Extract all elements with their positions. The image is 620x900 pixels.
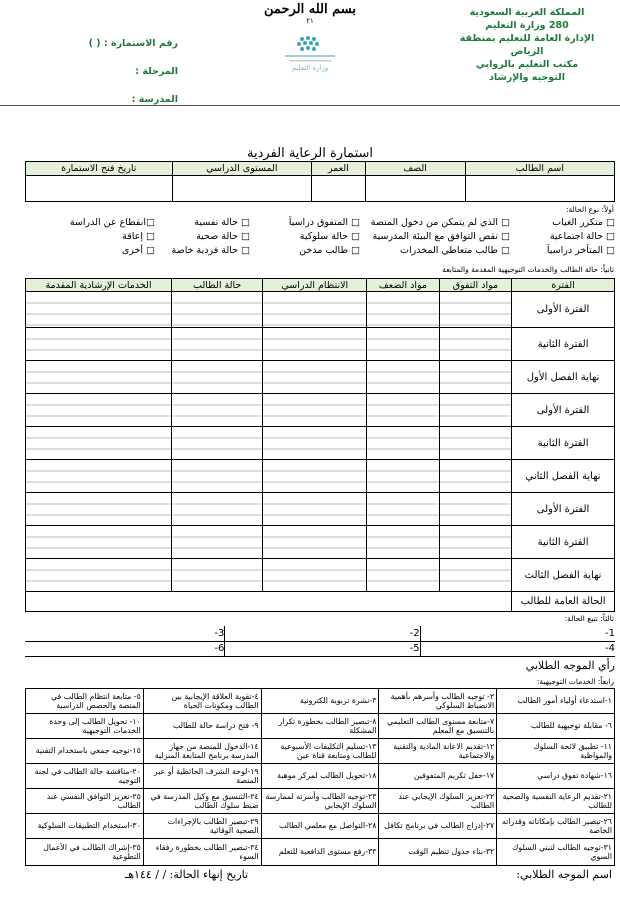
service-item[interactable]: ٣١-توجيه الطالب لتبني السلوك السوي bbox=[497, 839, 615, 866]
follow-item[interactable]: 2- bbox=[225, 626, 420, 641]
service-item[interactable]: ٩- فتح دراسة حالة للطالب bbox=[143, 714, 261, 739]
services-row bbox=[26, 789, 615, 814]
period-cell[interactable] bbox=[367, 292, 439, 328]
service-item[interactable]: ٢١-تقديم الرعاية النفسية والصحية للطالب bbox=[497, 789, 615, 814]
services-row bbox=[26, 689, 615, 714]
follow-item[interactable]: 6- bbox=[25, 641, 225, 656]
period-label: نهاية الفصل الأول bbox=[512, 361, 615, 394]
services-row bbox=[26, 839, 615, 866]
period-cell[interactable] bbox=[26, 292, 172, 328]
service-item[interactable]: ١٥-توجيه جمعي باستخدام التقنية bbox=[26, 739, 144, 764]
ministry-line: 280 وزارة التعليم bbox=[485, 20, 569, 31]
period-cell[interactable] bbox=[171, 394, 262, 427]
follow-item[interactable]: 3- bbox=[25, 626, 225, 641]
period-cell[interactable] bbox=[263, 292, 367, 328]
service-item[interactable]: ٢٦-تبصير الطالب بإمكاناته وقدراته الخاصة bbox=[497, 814, 615, 839]
service-item[interactable]: ٥- متابعة انتظام الطالب في المنصة والحصص الدراسية bbox=[26, 689, 144, 714]
period-label: الفترة الثانية bbox=[512, 427, 615, 460]
period-row bbox=[26, 361, 615, 394]
check-item[interactable]: □انقطاع عن الدراسة bbox=[69, 217, 155, 228]
basmala: بسم الله الرحمن bbox=[264, 2, 356, 17]
service-item[interactable]: ٢٤-التنسيق مع وكيل المدرسة في ضبط سلوك الطالب bbox=[143, 789, 261, 814]
col-excel-subjects: مواد التفوق bbox=[439, 279, 511, 292]
guidance-services-table bbox=[25, 688, 615, 866]
service-item[interactable]: ٨-تبصير الطالب بخطورة تكرار المشكلة bbox=[261, 714, 379, 739]
period-cell[interactable] bbox=[367, 526, 439, 559]
period-label: الفترة الأولى bbox=[512, 394, 615, 427]
service-item[interactable]: ١٦-شهادة تفوق دراسي bbox=[497, 764, 615, 789]
service-item[interactable]: ١٤-الدخول للمنصة من جهاز المدرسة برنامج المتابعة المنزلية bbox=[143, 739, 261, 764]
service-item[interactable]: ١٧-حفل تكريم المتفوقين bbox=[379, 764, 497, 789]
service-item[interactable]: ٢٢-تعزيز السلوك الإيجابي عند الطالب bbox=[379, 789, 497, 814]
check-item[interactable]: □ طالب متعاطي المخدرات bbox=[400, 245, 510, 256]
period-cell[interactable] bbox=[367, 559, 439, 592]
period-cell[interactable] bbox=[171, 427, 262, 460]
check-item[interactable]: □ حالة اجتماعية bbox=[549, 231, 615, 242]
case-end-date-field[interactable]: تاريخ إنهاء الحالة: / / ١٤٤هـ bbox=[125, 868, 249, 881]
period-cell[interactable] bbox=[367, 328, 439, 361]
col-attendance: الانتظام الدراسي bbox=[263, 279, 367, 292]
ministry-line: الإدارة العامة للتعليم بمنطقة الرياض bbox=[459, 33, 595, 57]
period-cell[interactable] bbox=[26, 460, 172, 493]
period-cell[interactable] bbox=[26, 394, 172, 427]
period-cell[interactable] bbox=[439, 427, 511, 460]
period-cell[interactable] bbox=[263, 328, 367, 361]
check-item[interactable]: □ الذي لم يتمكن من دخول المنصة bbox=[370, 217, 510, 228]
counselor-opinion-cell[interactable] bbox=[25, 656, 420, 674]
period-cell[interactable] bbox=[171, 460, 262, 493]
service-item[interactable]: ١١- تطبيق لائحة السلوك والمواظبة bbox=[497, 739, 615, 764]
check-item[interactable]: □ المتفوق دراسياً bbox=[288, 217, 360, 228]
period-cell[interactable] bbox=[439, 394, 511, 427]
ministry-header bbox=[442, 6, 612, 84]
col-level: المستوى الدراسي bbox=[172, 162, 312, 176]
check-item[interactable]: □ المتأخر دراسياً bbox=[546, 245, 615, 256]
period-cell[interactable] bbox=[439, 559, 511, 592]
period-cell[interactable] bbox=[26, 361, 172, 394]
service-item[interactable]: ٣٢-بناء جدول تنظيم الوقت bbox=[379, 839, 497, 866]
student-info-table bbox=[25, 161, 615, 202]
period-cell[interactable] bbox=[439, 460, 511, 493]
service-item[interactable]: ١٠- تحويل الطالب إلى وحدة الخدمات التوجيهية bbox=[26, 714, 144, 739]
form-meta bbox=[38, 30, 178, 114]
col-open-date: تاريخ فتح الاستمارة bbox=[26, 162, 173, 176]
period-label: الفترة الأولى bbox=[512, 493, 615, 526]
check-item[interactable]: □ حالة صحية bbox=[196, 231, 250, 242]
counselor-opinion-label: رأي الموجه الطلابي bbox=[420, 656, 615, 674]
form-number[interactable]: رقم الاستمارة : ( ) bbox=[88, 38, 178, 49]
period-label: الفترة الثانية bbox=[512, 328, 615, 361]
check-item[interactable]: □ حالة فردية خاصة bbox=[171, 245, 250, 256]
small-mark: ٢١ bbox=[306, 17, 314, 25]
header-center bbox=[235, 2, 385, 72]
service-item[interactable]: ٧-متابعة مستوى الطالب التعليمي بالتنسيق مع المعلم bbox=[379, 714, 497, 739]
period-label: نهاية الفصل الثالث bbox=[512, 559, 615, 592]
service-item[interactable]: ١٣-تسليم التكليفات الأسبوعية للطالب ومتابعة قناة عين bbox=[261, 739, 379, 764]
services-row bbox=[26, 714, 615, 739]
case-type-checklist bbox=[25, 216, 615, 258]
period-cell[interactable] bbox=[26, 526, 172, 559]
period-cell[interactable] bbox=[263, 427, 367, 460]
services-row bbox=[26, 764, 615, 789]
stage-field[interactable]: المرحلة : bbox=[135, 66, 178, 77]
service-item[interactable]: ٢٥-تعزيز التوافق النفسي عند الطالب bbox=[26, 789, 144, 814]
follow-item[interactable]: 4- bbox=[420, 641, 615, 656]
level-cell[interactable] bbox=[172, 176, 312, 202]
period-cell[interactable] bbox=[367, 427, 439, 460]
service-item[interactable]: ٣٥-إشراك الطالب في الأعمال التطوعية bbox=[26, 839, 144, 866]
period-cell[interactable] bbox=[26, 427, 172, 460]
period-label: نهاية الفصل الثاني bbox=[512, 460, 615, 493]
check-item[interactable]: □ نقص التوافق مع البيئة المدرسية bbox=[372, 231, 510, 242]
services-row bbox=[26, 814, 615, 839]
service-item[interactable]: ٢٧-إدراج الطالب في برنامج تكافل bbox=[379, 814, 497, 839]
col-grade: الصف bbox=[365, 162, 465, 176]
period-row bbox=[26, 526, 615, 559]
check-item[interactable]: □ حالة نفسية bbox=[194, 217, 250, 228]
ministry-line: المملكة العربية السعودية bbox=[469, 7, 585, 18]
period-cell[interactable] bbox=[439, 328, 511, 361]
period-row bbox=[26, 394, 615, 427]
col-period: الفترة bbox=[512, 279, 615, 292]
service-item[interactable]: ٣٠-استخدام التطبيقات السلوكية bbox=[26, 814, 144, 839]
period-row bbox=[26, 427, 615, 460]
check-item[interactable]: □ متكرر الغياب bbox=[552, 217, 615, 228]
section4-label: رابعاً: الخدمات التوجيهية: bbox=[536, 677, 614, 686]
school-field[interactable]: المدرسة : bbox=[131, 94, 178, 105]
period-cell[interactable] bbox=[171, 493, 262, 526]
check-item[interactable]: □ طالب مدخن bbox=[299, 245, 360, 256]
period-cell[interactable] bbox=[439, 292, 511, 328]
student-name-cell[interactable] bbox=[465, 176, 614, 202]
period-row bbox=[26, 292, 615, 328]
period-cell[interactable] bbox=[171, 292, 262, 328]
service-item[interactable]: ٢٠-مناقشة حالة الطالب في لجنة التوجيه bbox=[26, 764, 144, 789]
col-age: العمر bbox=[312, 162, 366, 176]
service-item[interactable]: ٦- مقابلة توجيهية للطالب bbox=[497, 714, 615, 739]
period-cell[interactable] bbox=[439, 493, 511, 526]
period-cell[interactable] bbox=[263, 526, 367, 559]
col-services: الخدمات الإرشادية المقدمة bbox=[26, 279, 172, 292]
general-status-cell[interactable] bbox=[26, 592, 512, 612]
period-cell[interactable] bbox=[171, 559, 262, 592]
check-item[interactable]: □ حالة سلوكية bbox=[299, 231, 360, 242]
period-label: الفترة الأولى bbox=[512, 292, 615, 328]
section1-label: أولاً: نوع الحالة: bbox=[565, 205, 614, 214]
period-cell[interactable] bbox=[367, 460, 439, 493]
service-item[interactable]: ٣٣-رفع مستوى الدافعية للتعلم bbox=[261, 839, 379, 866]
period-row bbox=[26, 559, 615, 592]
period-cell[interactable] bbox=[439, 361, 511, 394]
ministry-line: مكتب التعليم بالروابي bbox=[475, 59, 579, 70]
period-cell[interactable] bbox=[171, 328, 262, 361]
age-cell[interactable] bbox=[312, 176, 366, 202]
period-label: الفترة الثانية bbox=[512, 526, 615, 559]
service-item[interactable]: ٤-تقوية العلاقة الإيجابية بين الطالب ومكونات الحياة bbox=[143, 689, 261, 714]
period-cell[interactable] bbox=[367, 493, 439, 526]
period-row bbox=[26, 493, 615, 526]
section3-label: ثالثاً: تتبع الحالة: bbox=[564, 614, 614, 623]
period-cell[interactable] bbox=[263, 493, 367, 526]
header-divider bbox=[0, 105, 620, 106]
status-services-table bbox=[25, 278, 615, 612]
follow-item[interactable]: 5- bbox=[225, 641, 420, 656]
form-title: استمارة الرعاية الفردية bbox=[246, 146, 373, 161]
service-item[interactable]: ٣-نشرة تربوية الكترونية bbox=[261, 689, 379, 714]
service-item[interactable]: ١٩-لوحة الشرف الحائطية أو عبر المنصة bbox=[143, 764, 261, 789]
follow-item[interactable]: 1- bbox=[420, 626, 615, 641]
period-cell[interactable] bbox=[263, 559, 367, 592]
check-item[interactable]: □ إعاقة bbox=[122, 231, 155, 242]
service-item[interactable]: ٢٣-توجيه الطالب وأسرته لممارسة السلوك الإيجابي bbox=[261, 789, 379, 814]
services-row bbox=[26, 739, 615, 764]
period-cell[interactable] bbox=[171, 361, 262, 394]
period-cell[interactable] bbox=[367, 361, 439, 394]
section2-label: ثانياً: حالة الطالب والخدمات التوجيهية المقدمة والمتابعة bbox=[442, 265, 614, 274]
period-cell[interactable] bbox=[439, 526, 511, 559]
follow-up-table bbox=[25, 626, 615, 674]
period-row bbox=[26, 460, 615, 493]
service-item[interactable]: ٢- توجيه الطالب وأسرهم بأهمية الانضباط السلوكي bbox=[379, 689, 497, 714]
col-student-status: حالة الطالب bbox=[171, 279, 262, 292]
period-cell[interactable] bbox=[263, 394, 367, 427]
period-cell[interactable] bbox=[263, 361, 367, 394]
service-item[interactable]: ١٨-تحويل الطالب لمركز موهبة bbox=[261, 764, 379, 789]
col-student-name: اسم الطالب bbox=[465, 162, 614, 176]
general-status-label: الحالة العامة للطالب bbox=[512, 592, 615, 612]
ministry-line: التوجيه والإرشاد bbox=[489, 72, 565, 83]
period-cell[interactable] bbox=[367, 394, 439, 427]
service-item[interactable]: ٢٩-تبصير الطالب بالإجراءات الصحية الوقائية bbox=[143, 814, 261, 839]
service-item[interactable]: ١-استدعاء أولياء أمور الطالب bbox=[497, 689, 615, 714]
period-cell[interactable] bbox=[171, 526, 262, 559]
service-item[interactable]: ٣٤-تبصير الطالب بخطورة رفقاء السوء bbox=[143, 839, 261, 866]
period-cell[interactable] bbox=[26, 493, 172, 526]
period-cell[interactable] bbox=[26, 559, 172, 592]
open-date-cell[interactable] bbox=[26, 176, 173, 202]
counselor-name-field[interactable]: اسم الموجه الطلابي: bbox=[516, 868, 612, 881]
period-cell[interactable] bbox=[263, 460, 367, 493]
period-cell[interactable] bbox=[26, 328, 172, 361]
service-item[interactable]: ١٢-تقديم الاعانة المادية والتقنية والاجتماعية bbox=[379, 739, 497, 764]
grade-cell[interactable] bbox=[365, 176, 465, 202]
logo-caption: وزارة التعليم bbox=[291, 64, 329, 72]
service-item[interactable]: ٢٨-التواصل مع معلمي الطالب bbox=[261, 814, 379, 839]
check-item[interactable]: □ أخرى bbox=[121, 245, 155, 256]
period-row bbox=[26, 328, 615, 361]
col-weak-subjects: مواد الضعف bbox=[367, 279, 439, 292]
